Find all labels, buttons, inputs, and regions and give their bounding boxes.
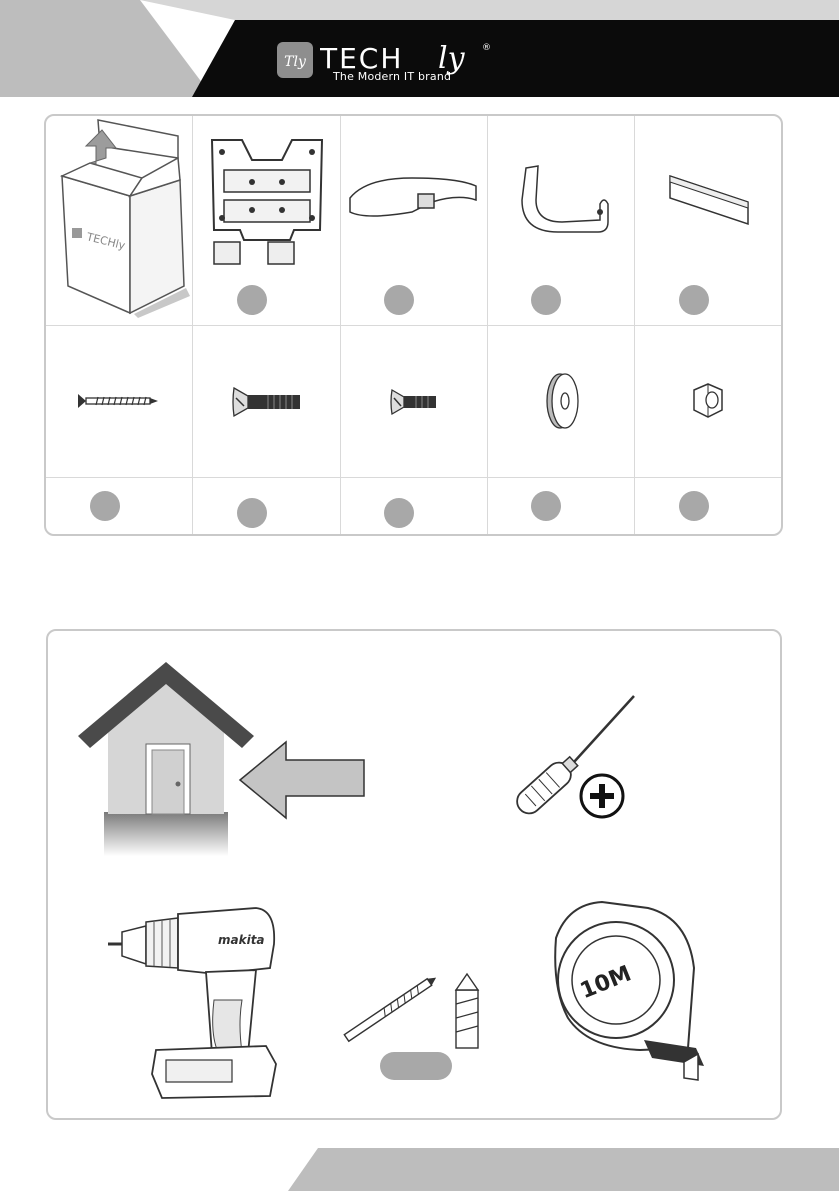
part-number-badge xyxy=(237,498,267,528)
package-box-icon xyxy=(50,118,190,318)
part-number-badge xyxy=(90,491,120,521)
tape-measure-icon xyxy=(548,898,708,1086)
brand-prefix: TECH xyxy=(320,42,404,75)
part-number-badge xyxy=(384,498,414,528)
hex-nut-icon xyxy=(688,382,728,420)
part-number-badge xyxy=(384,285,414,315)
cordless-drill-icon xyxy=(106,904,306,1100)
brand-logo-badge xyxy=(277,42,313,78)
phillips-screwdriver-icon xyxy=(508,692,638,822)
strap-with-buckle-icon xyxy=(346,168,480,228)
rubber-pad-icon xyxy=(664,168,756,228)
grid-divider xyxy=(46,477,781,478)
svg-text:TECHly: TECHly xyxy=(85,230,127,253)
footer-band xyxy=(0,1148,839,1191)
svg-text:Tly: Tly xyxy=(284,54,306,70)
washer-icon xyxy=(540,370,586,432)
brand-tagline: The Modern IT brand xyxy=(333,70,452,83)
brand-suffix: ly xyxy=(438,41,465,76)
grid-divider xyxy=(46,325,781,326)
mounting-bracket-icon xyxy=(202,130,332,270)
part-number-badge xyxy=(531,491,561,521)
part-number-badge xyxy=(531,285,561,315)
part-number-badge xyxy=(237,285,267,315)
svg-text:makita: makita xyxy=(218,933,265,947)
drill-bit-size-pill xyxy=(380,1052,452,1080)
part-number-badge xyxy=(679,491,709,521)
part-number-badge xyxy=(679,285,709,315)
metal-clip-icon xyxy=(512,160,612,238)
registered-mark: ® xyxy=(482,43,491,53)
long-bolt-icon xyxy=(232,386,304,418)
indoor-use-house-icon xyxy=(74,662,374,862)
wood-screw-icon xyxy=(76,390,160,412)
short-bolt-icon xyxy=(390,388,438,416)
tape-length-label: 10M xyxy=(576,961,635,1005)
drill-bits-icon xyxy=(338,970,488,1050)
